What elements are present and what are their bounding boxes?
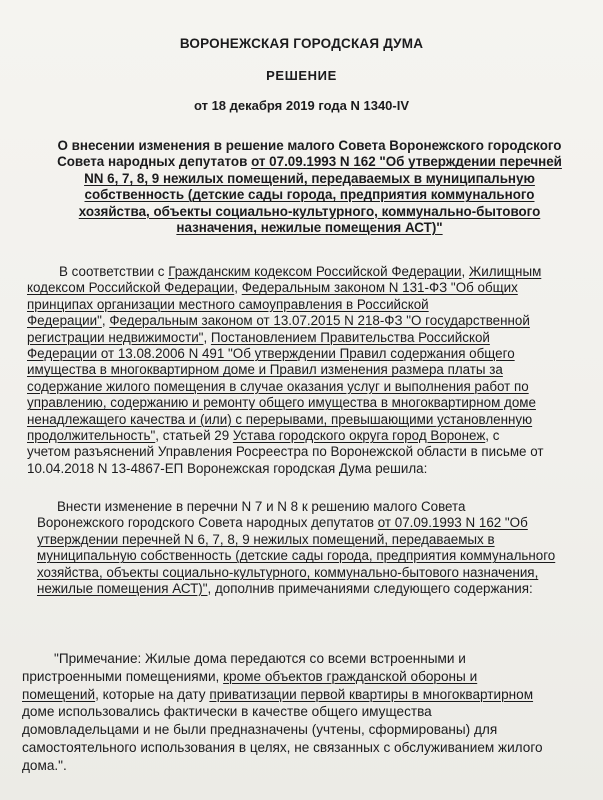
title-line	[33, 171, 586, 187]
law-link-civil-code[interactable]: Гражданским кодексом Российской Федерации	[168, 264, 462, 279]
note-paragraph	[22, 650, 543, 775]
law-link[interactable]: NN 6, 7, 8, 9 нежилых помещений, передаваемых в муниципальную	[84, 170, 535, 186]
text: пристроенными помещениями,	[22, 668, 224, 684]
text: ,	[234, 280, 242, 296]
law-link[interactable]: утверждении перечней N 6, 7, 8, 9 нежилых помещений, передаваемых в	[37, 531, 495, 547]
document-date-number: от 18 декабря 2019 года N 1340-IV	[193, 98, 410, 113]
law-link[interactable]: нежилые помещения АСТ)"	[37, 580, 208, 596]
text: Воронежского городского Совета народных депутатов	[37, 515, 378, 531]
text: , дополнив примечаниями следующего содержания:	[207, 580, 533, 596]
organization-name: ВОРОНЕЖСКАЯ ГОРОДСКАЯ ДУМА	[179, 36, 424, 51]
text: , с	[485, 427, 500, 443]
text: дома.".	[22, 757, 67, 773]
law-link-131-fz[interactable]: Федеральным законом N 131-ФЗ "Об общих	[241, 280, 518, 296]
text: ,	[203, 329, 211, 345]
law-link-city-charter[interactable]: Устава городского округа город Воронеж	[232, 427, 486, 443]
title-text: Совета народных депутатов	[57, 154, 252, 170]
text: учетом разъяснений Управления Росреестра по Воронежской области в письме от	[27, 444, 544, 460]
law-link[interactable]: хозяйства, объекты социально-культурного, коммунально-бытового назначения,	[37, 564, 539, 580]
text: домовладельцами и не были предназначены (учтены, сформированы) для	[22, 722, 498, 738]
text: В соответствии с	[59, 264, 169, 279]
law-link-resolution-491[interactable]: управлению, содержанию и ремонту общего имущества в многоквартирном доме	[27, 395, 536, 411]
text: Внести изменение в перечни N 7 и N 8 к решению малого Совета	[57, 499, 466, 514]
law-link-resolution-491[interactable]: содержание жилого помещения в случае оказания услуг и выполнения работ по	[27, 378, 529, 394]
law-link-218-fz[interactable]: регистрации недвижимости"	[27, 329, 204, 345]
law-link-housing-code[interactable]: кодексом Российской Федерации	[27, 280, 235, 296]
text: доме использовались фактически в качестве общего имущества	[22, 704, 432, 720]
law-link[interactable]: назначения, нежилые помещения АСТ)"	[176, 219, 443, 235]
title-line	[33, 187, 586, 203]
law-link-218-fz[interactable]: Федеральным законом от 13.07.2015 N 218-ФЗ "О государственной	[109, 313, 530, 329]
law-link-131-fz[interactable]: принципах организации местного самоуправления в Российской	[27, 296, 429, 312]
law-link-resolution-491[interactable]: ненадлежащего качества и (или) с перерывами, превышающими установленную	[27, 411, 533, 427]
text: , которые на дату	[95, 686, 210, 702]
title-line: О внесении изменения в решение малого Совета Воронежского городского	[57, 138, 562, 153]
law-link-resolution-491[interactable]: продолжительность"	[27, 427, 156, 443]
law-link[interactable]: собственность (детские сады города, предприятия коммунального	[84, 187, 535, 203]
law-link-resolution-491[interactable]: Федерации от 13.08.2006 N 491 "Об утверждении Правил содержания общего	[27, 345, 515, 361]
document-type: РЕШЕНИЕ	[266, 68, 337, 83]
law-link-resolution-491[interactable]: имущества в многоквартирном доме и Правил изменения размера платы за	[27, 362, 503, 378]
law-link[interactable]: хозяйства, объекты социально-культурного, коммунально-бытового	[78, 203, 541, 219]
text: самостоятельного использования в целях, не связанных с обслуживанием жилого	[22, 739, 543, 755]
law-link[interactable]: муниципальную собственность (детские сады города, предприятия коммунального	[37, 548, 556, 564]
handwritten-underline-text: помещений	[22, 686, 96, 702]
law-link-131-fz[interactable]: Федерации"	[27, 313, 102, 329]
title-line	[33, 154, 586, 170]
text: ,	[461, 264, 469, 279]
text: 10.04.2018 N 13-4867-ЕП Воронежская городская Дума решила:	[27, 460, 428, 476]
text: ,	[101, 313, 110, 329]
law-link-resolution-491[interactable]: Постановлением Правительства Российской	[210, 329, 490, 345]
law-link[interactable]: от 07.09.1993 N 162 "Об	[377, 515, 528, 531]
handwritten-underline-text: приватизации первой квартиры в многоквартирном	[209, 686, 534, 702]
title-line	[33, 204, 586, 220]
handwritten-underline-text: кроме объектов гражданской обороны и	[223, 668, 478, 684]
document-title	[33, 138, 586, 236]
preamble-paragraph	[27, 264, 543, 477]
decision-paragraph	[25, 499, 555, 597]
title-line	[33, 220, 586, 236]
law-link[interactable]: от 07.09.1993 N 162 "Об утверждении перечней	[251, 154, 562, 170]
law-link-housing-code[interactable]: Жилищным	[468, 264, 542, 279]
text: , статьей 29	[155, 427, 233, 443]
text: "Примечание: Жилые дома передаются со всеми встроенными и	[54, 651, 466, 666]
